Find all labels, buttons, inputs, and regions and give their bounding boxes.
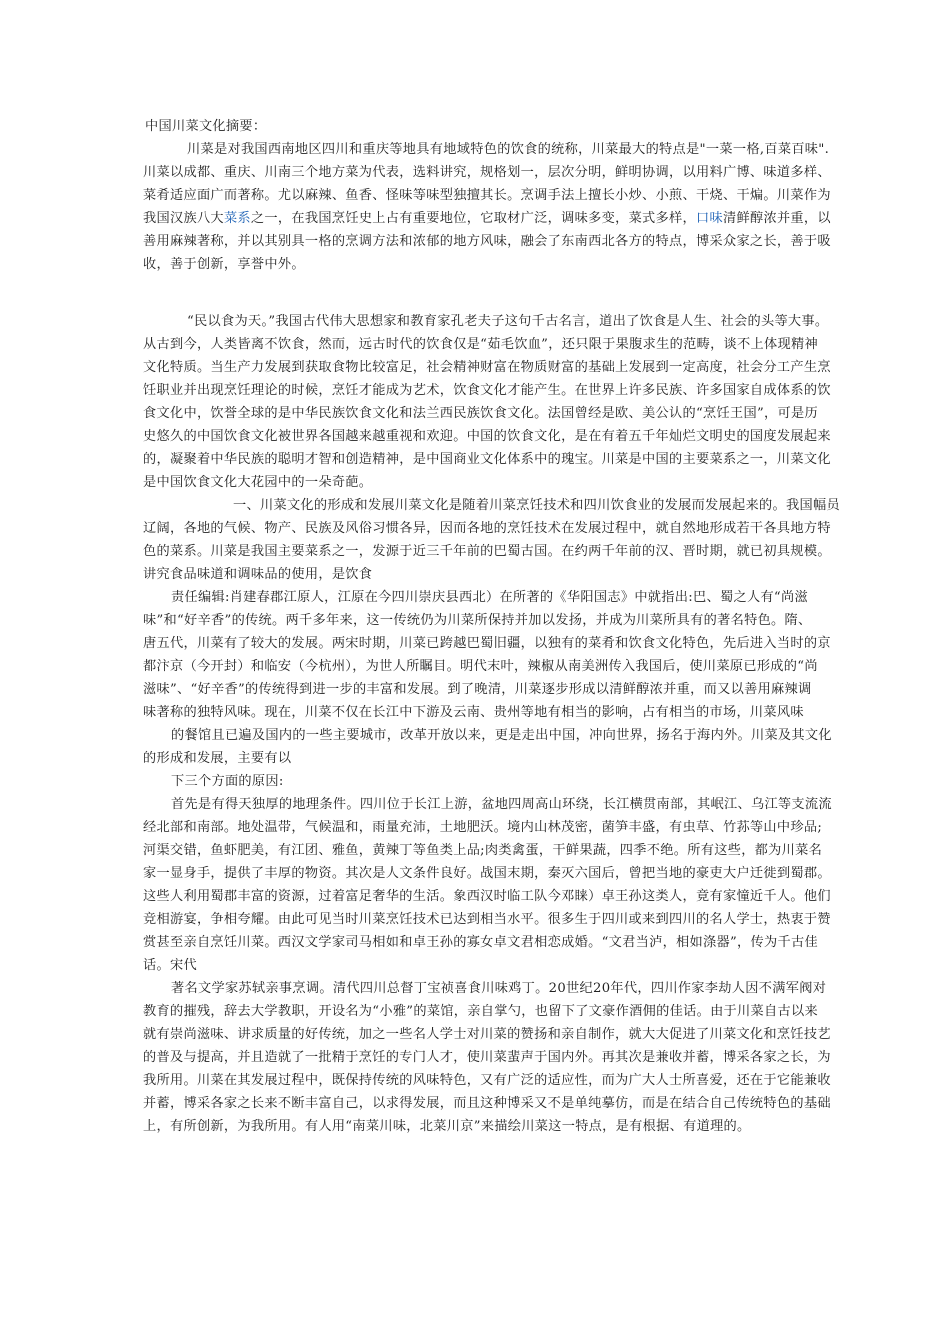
p1-line-3: 菜肴适应面广而著称。尤以麻辣、鱼香、怪味等味型独擅其长。烹调手法上擅长小炒、小煎、干烧、干煸。川菜作为: [143, 188, 831, 203]
p7-line-7: 赏甚至亲自烹饪川菜。西汉文学家司马相如和卓王孙的寡女卓文君相恋成婚。“文君当泸，相如涤器”，传为千古佳: [143, 935, 818, 950]
p8-line-2: 教育的摧残，辞去大学教职，开设名为“小雅”的菜馆，亲自掌勺，也留下了文豪作酒佣的佳话。由于川菜自古以来: [143, 1004, 818, 1019]
p1-line-1: [187, 141, 829, 159]
p7-line-6: 竞相游宴，争相夸耀。由此可见当时川菜烹饪技术已达到相当水平。很多生于四川或来到四川的名人学士，热衷于赞: [143, 912, 831, 927]
p6-line-1: 下三个方面的原因:: [171, 774, 284, 789]
p2-line-7: 的，凝聚着中华民族的聪明才智和创造精神，是中国商业文化体系中的瑰宝。川菜是中国的主要菜系之一，川菜文化: [143, 452, 831, 467]
p4-line-1: 责任编辑:肖建春郡江原人，江原在今四川崇庆县西北）在所著的《华阳国志》中就指出:巴、蜀之人有“尚滋: [171, 590, 808, 605]
p7-line-3: 河渠交错，鱼虾肥美，有江团、雅鱼，黄辣丁等鱼类上品;肉类禽蛋，干鲜果蔬，四季不绝。所有这些，都为川菜名: [143, 843, 823, 858]
p8-line-1: 著名文学家苏轼亲事烹调。清代四川总督丁宝祯喜食川味鸡丁。20世纪20年代，四川作家李劫人因不满军阀对: [171, 981, 827, 996]
p4-line-2: 味”和“好辛香”的传统。两千多年来，这一传统仍为川菜所保持并加以发扬，并成为川菜所具有的著名特色。隋、: [143, 613, 812, 628]
p1-text-4a: 我国汉族八大: [143, 211, 224, 226]
kouwei-link[interactable]: 口味: [696, 211, 723, 226]
p1-line-6: 收，善于创新，享誉中外。: [143, 257, 305, 272]
caixi-link[interactable]: 菜系: [223, 211, 251, 226]
p7-line-4: 家一显身手，提供了丰厚的物资。其次是人文条件良好。战国末期，秦灭六国后，曾把当地的豪吏大户迁徙到蜀郡。: [143, 866, 831, 881]
p2-line-8: 是中国饮食文化大花园中的一朵奇葩。: [143, 475, 373, 490]
p7-line-1: 首先是有得天独厚的地理条件。四川位于长江上游，盆地四周高山环绕，长江横贯南部，其岷江、乌江等支流流: [171, 797, 832, 812]
p2-line-5: 食文化中，饮誉全球的是中华民族饮食文化和法兰西民族饮食文化。法国曾经是欧、美公认的“烹饪王国”，可是历: [143, 406, 818, 421]
p2-line-3: 文化特质。当生产力发展到获取食物比较富足，社会精神财富在物质财富的基础上发展到一定高度，社会分工产生烹: [143, 360, 831, 375]
p2-line-6: 史悠久的中国饮食文化被世界各国越来越重视和欢迎。中国的饮食文化，是在有着五千年灿烂文明史的国度发展起来: [143, 429, 831, 444]
p8-line-4: 的普及与提高，并且造就了一批精于烹饪的专门人才，使川菜蜚声于国内外。再其次是兼收并蓄，博采各家之长，为: [143, 1050, 831, 1065]
document-title: 中国川菜文化摘要：: [145, 119, 267, 134]
p8-line-7: 上，有所创新，为我所用。有人用“南菜川味，北菜川京”来描绘川菜这一特点，是有根据、有道理的。: [143, 1119, 751, 1134]
p4-line-5: 滋味”、“好辛香”的传统得到进一步的丰富和发展。到了晚清，川菜逐步形成以清鲜醇浓并重，而又以善用麻辣调: [143, 682, 812, 697]
p3-line-2: 辽阔，各地的气候、物产、民族及风俗习惯各异，因而各地的烹饪技术在发展过程中，就自然地形成若干各具地方特: [143, 521, 831, 536]
p2-line-2: 从古到今，人类皆离不饮食，然而，远古时代的饮食仅是“茹毛饮血”，还只限于果腹求生的范畴，谈不上体现精神: [143, 337, 818, 352]
p8-line-5: 我所用。川菜在其发展过程中，既保持传统的风味特色，又有广泛的适应性，而为广大人士所喜爱，还在于它能兼收: [143, 1073, 831, 1088]
p1-text-1a: 川菜是对我国西南地区四川和重庆等地具有地域特色的饮食的统称，川菜最大的特点是: [187, 142, 700, 157]
p3-line-3: 色的菜系。川菜是我国主要菜系之一，发源于近三千年前的巴蜀古国。在约两千年前的汉、晋时期，就已初具规模。: [143, 544, 831, 559]
p7-line-2: 经北部和南部。地处温带，气候温和，雨量充沛，土地肥沃。境内山林茂密，菌笋丰盛，有虫草、竹荪等山中珍品;: [143, 820, 823, 835]
p5-line-2: 的形成和发展，主要有以: [143, 751, 292, 766]
p3-line-1: 一、川菜文化的形成和发展川菜文化是随着川菜烹饪技术和四川饮食业的发展而发展起来的。我国幅员: [233, 498, 840, 513]
p8-line-3: 就有崇尚滋味、讲求质量的好传统，加之一些名人学士对川菜的赞扬和亲自制作，就大大促进了川菜文化和烹饪技艺: [143, 1027, 831, 1042]
p1-text-4c: 清鲜醇浓并重，以: [723, 211, 831, 226]
p5-line-1: 的餐馆且已遍及国内的一些主要城市，改革开放以来，更是走出中国，冲向世界，扬名于海内外。川菜及其文化: [171, 728, 832, 743]
p8-line-6: 并蓄，博采各家之长来不断丰富自己，以求得发展，而且这种博采又不是单纯摹仿，而是在结合自己传统特色的基础: [143, 1096, 831, 1111]
p3-line-4: 讲究食品味道和调味品的使用，是饮食: [143, 567, 373, 582]
p2-line-4: 饪职业并出现烹饪理论的时候，烹饪才能成为艺术，饮食文化才能产生。在世界上许多民族、许多国家自成体系的饮: [143, 383, 831, 398]
p7-line-5: 这些人利用蜀郡丰富的资源，过着富足奢华的生活。象西汉时临工队今邓睐）卓王孙这类人，竟有家憧近千人。他们: [143, 889, 831, 904]
p4-line-4: 都汴京（今开封）和临安（今杭州），为世人所瞩目。明代末叶，辣椒从南美洲传入我国后，使川菜原已形成的“尚: [143, 659, 818, 674]
p2-line-1: “民以食为天。”我国古代伟大思想家和教育家孔老夫子这句千古名言，道出了饮食是人生、社会的头等大事。: [187, 314, 829, 329]
p1-line-2: 川菜以成都、重庆、川南三个地方菜为代表，选料讲究，规格划一，层次分明，鲜明协调，以用料广博、味道多样、: [143, 165, 831, 180]
p7-line-8: 话。宋代: [143, 958, 197, 973]
p1-line-4: [143, 210, 831, 228]
p1-text-4b: 之一，在我国烹饪史上占有重要地位，它取材广泛，调味多变，菜式多样，: [250, 211, 697, 226]
p1-line-5: 善用麻辣著称，并以其别具一格的烹调方法和浓郁的地方风味，融会了东南西北各方的特点，博采众家之长，善于吸: [143, 234, 831, 249]
p4-line-6: 味著称的独特风味。现在，川菜不仅在长江中下游及云南、贵州等地有相当的影响，占有相当的市场，川菜风味: [143, 705, 804, 720]
p1-text-1b: "一菜一格,百菜百味".: [699, 142, 830, 157]
p4-line-3: 唐五代，川菜有了较大的发展。两宋时期，川菜已跨越巴蜀旧疆，以独有的菜肴和饮食文化特色，先后进入当时的京: [143, 636, 831, 651]
